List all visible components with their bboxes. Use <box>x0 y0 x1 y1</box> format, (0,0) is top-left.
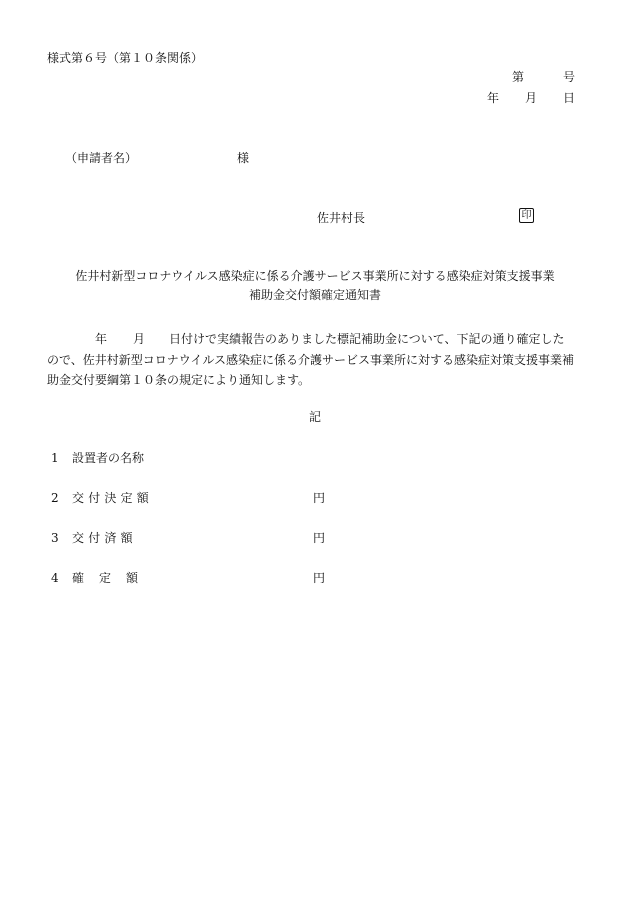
item-number: 1 <box>51 451 59 465</box>
issue-date-month: 月 <box>525 91 538 105</box>
document-title-line-2: 補助金交付額確定通知書 <box>248 288 381 302</box>
item-unit-yen: 円 <box>313 571 326 585</box>
notice-heading: 記 <box>308 410 321 424</box>
item-label-grant-decision-amount: 交付決定額 <box>72 491 154 505</box>
applicant-name-label: （申請者名） <box>65 151 138 165</box>
document-number-suffix: 号 <box>563 70 576 84</box>
item-number: 4 <box>51 571 59 585</box>
document-number-prefix: 第 <box>512 70 525 84</box>
item-label-establisher-name: 設置者の名称 <box>72 451 145 465</box>
issue-date-day: 日 <box>563 91 576 105</box>
item-label-confirmed-amount: 確定額 <box>72 571 154 585</box>
item-number: 3 <box>51 531 59 545</box>
item-label-paid-amount: 交付済額 <box>72 531 137 545</box>
item-number: 2 <box>51 491 59 505</box>
body-paragraph <box>47 329 583 391</box>
issue-date-year: 年 <box>487 91 500 105</box>
body-line-2: ので、佐井村新型コロナウイルス感染症に係る介護サービス事業所に対する感染症対策支援事業補 <box>47 352 575 367</box>
document-title-line-1: 佐井村新型コロナウイルス感染症に係る介護サービス事業所に対する感染症対策支援事業 <box>75 269 555 283</box>
body-date-month: 月 <box>133 332 146 346</box>
issuer-name: 佐井村長 <box>317 211 366 225</box>
body-line-1 <box>47 329 583 350</box>
item-unit-yen: 円 <box>313 491 326 505</box>
body-line-1-text: 日付けで実績報告のありました標記補助金について、下記の通り確定した <box>169 332 565 346</box>
seal-icon: 印 <box>519 208 534 223</box>
applicant-honorific: 様 <box>237 151 250 165</box>
body-date-year: 年 <box>95 332 108 346</box>
item-unit-yen: 円 <box>313 531 326 545</box>
body-line-3: 助金交付要綱第１０条の規定により通知します。 <box>47 373 311 387</box>
form-number: 様式第６号（第１０条関係） <box>47 51 204 65</box>
